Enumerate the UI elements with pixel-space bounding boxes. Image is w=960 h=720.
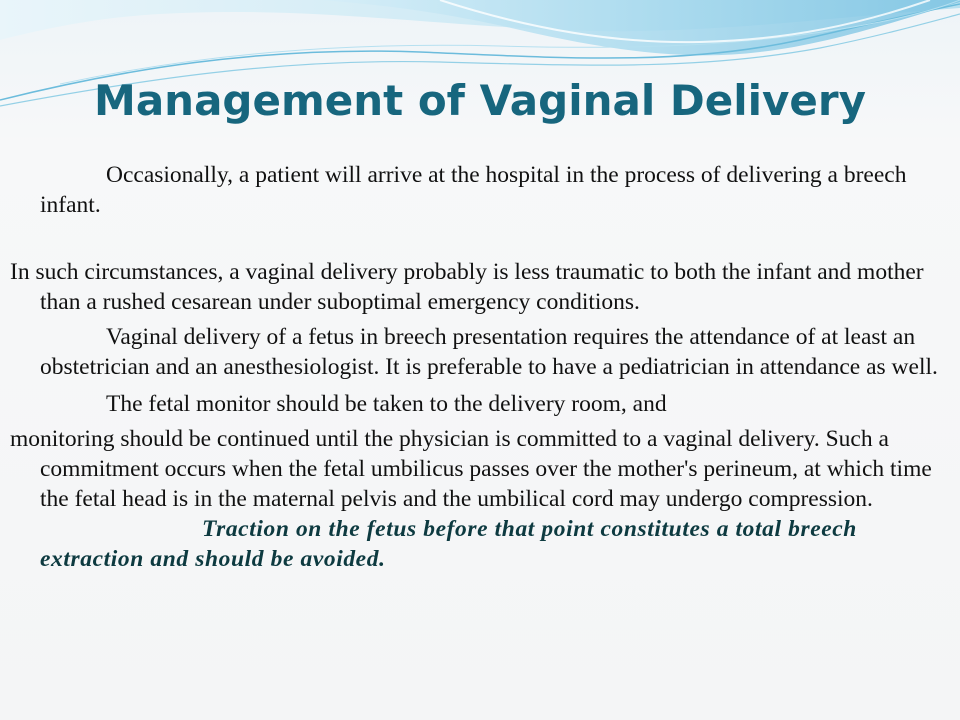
monitoring-text: monitoring should be continued until the physician is committed to a vaginal delivery. Such a commitment occurs when the fetal umbilicus passes over the mother's perineum, at which time the fetal head is in the maternal pelvis and the umbilical cord may undergo compression.: [10, 426, 932, 512]
slide-body: [10, 160, 950, 574]
paragraph-circumstances: In such circumstances, a vaginal delivery probably is less traumatic to both the infant and mother than a rushed cesarean under suboptimal emergency conditions.: [10, 259, 924, 315]
paragraph-monitoring: [10, 424, 950, 574]
paragraph-attendance: Vaginal delivery of a fetus in breech presentation requires the attendance of at least an obstetrician and an anesthesiologist. It is preferable to have a pediatrician in attendance as well.: [40, 324, 938, 380]
slide-title: Management of Vaginal Delivery: [94, 76, 866, 125]
paragraph-fetal-monitor: The fetal monitor should be taken to the delivery room, and: [106, 391, 667, 417]
traction-warning: Traction on the fetus before that point constitutes a total breech extraction and should be avoided.: [40, 516, 857, 572]
paragraph-breech-arrival: Occasionally, a patient will arrive at the hospital in the process of delivering a breech infant.: [40, 162, 907, 218]
